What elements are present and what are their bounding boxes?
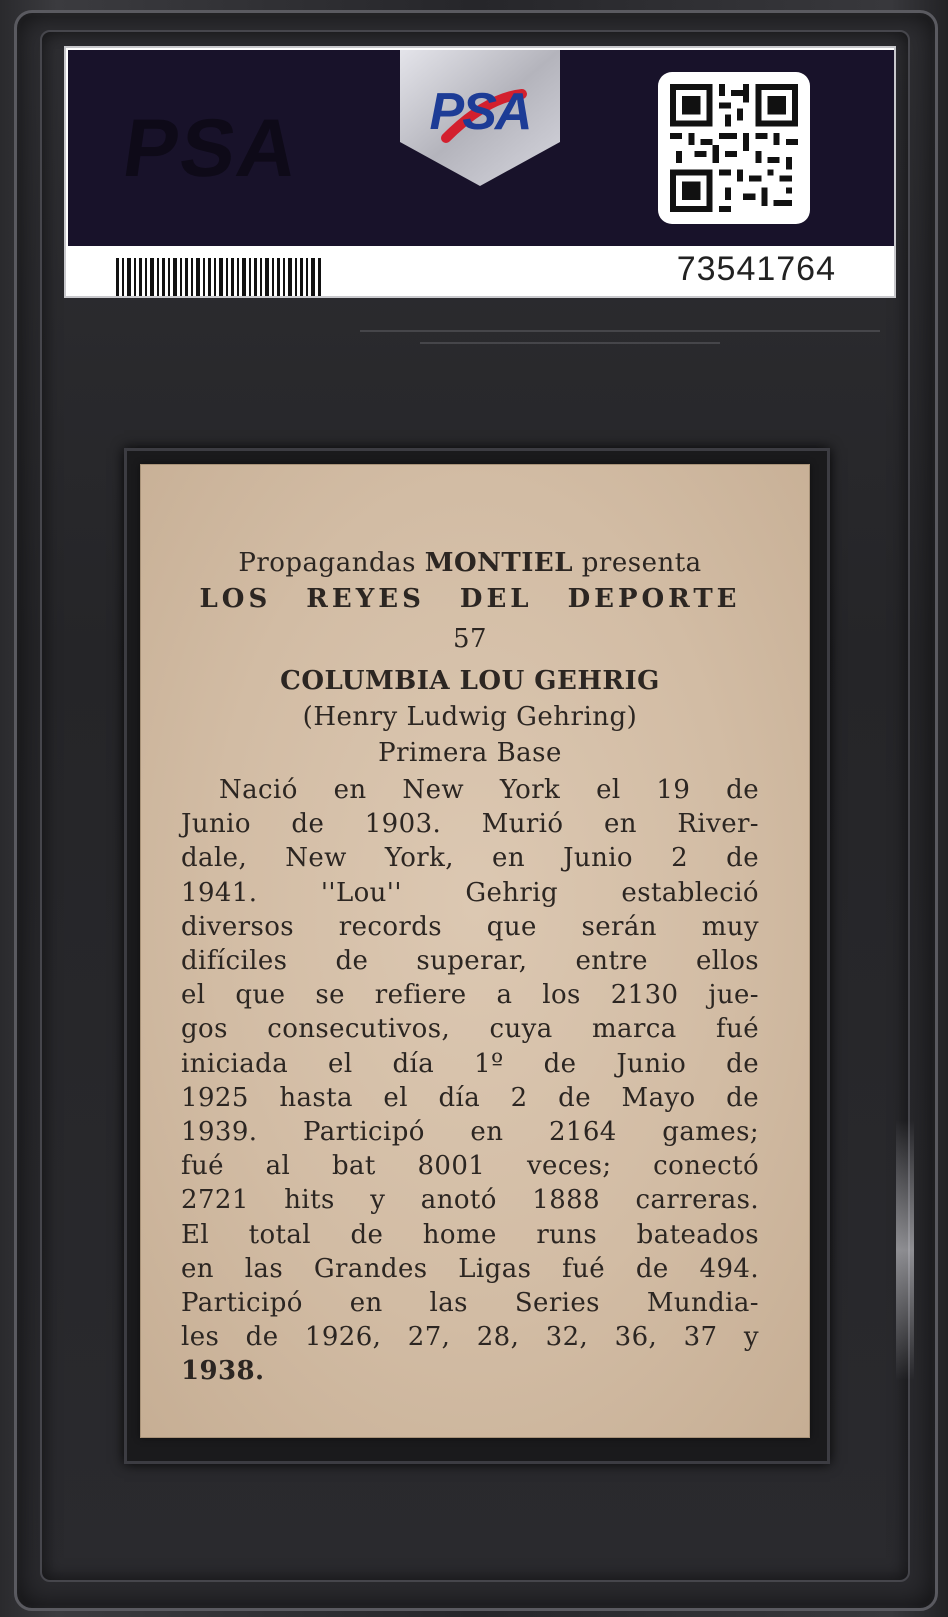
bio-line: difíciles de superar, entre ellos	[181, 946, 759, 977]
qr-code-icon[interactable]	[658, 72, 810, 224]
card-header-line	[181, 545, 759, 581]
bio-line: Nació en New York el 19 de	[219, 775, 759, 805]
label-header	[68, 50, 894, 246]
header-brand: MONTIEL	[424, 548, 574, 578]
bio-line: Junio de 1903. Murió en River-	[181, 809, 759, 840]
barcode-icon	[116, 258, 326, 296]
series-title: LOS REYES DEL DEPORTE	[199, 584, 741, 614]
header-prefix: Propagandas	[238, 548, 425, 578]
bio-line: 2721 hits y anotó 1888 carreras.	[181, 1185, 759, 1216]
bio-line: 1939. Participó en 2164 games;	[181, 1117, 759, 1148]
slab-scratch	[420, 342, 720, 344]
bio-line: gos consecutivos, cuya marca fué	[181, 1014, 759, 1045]
label-footer	[68, 248, 894, 294]
player-name: COLUMBIA LOU GEHRIG	[280, 666, 660, 696]
bio-line: el que se refiere a los 2130 jue-	[181, 980, 759, 1011]
psa-logo-text: PSA	[429, 83, 531, 141]
bio-line: iniciada el día 1º de Junio de	[181, 1048, 759, 1079]
player-position: Primera Base	[378, 738, 562, 768]
card-text-block	[181, 545, 759, 1389]
bio-line: dale, New York, en Junio 2 de	[181, 843, 759, 874]
psa-label	[64, 46, 896, 298]
bio-line: en las Grandes Ligas fué de 494.	[181, 1253, 759, 1284]
psa-watermark-logo: PSA	[117, 103, 306, 194]
card-number: 57	[452, 624, 488, 654]
bio-line: fué al bat 8001 veces; conectó	[181, 1151, 759, 1182]
bio-line: El total de home runs bateados	[181, 1219, 759, 1250]
player-full-name: (Henry Ludwig Gehring)	[302, 702, 638, 732]
slab-glare	[896, 1120, 914, 1380]
bio-line: Participó en las Series Mundia-	[181, 1288, 759, 1319]
bio-line: 1938.	[181, 1356, 265, 1387]
bio-line: 1925 hasta el día 2 de Mayo de	[181, 1082, 759, 1113]
baseball-card-back	[140, 464, 810, 1438]
cert-number: 73541764	[676, 250, 836, 288]
bio-line: 1941. ''Lou'' Gehrig estableció	[181, 877, 759, 908]
slab-scratch	[360, 330, 880, 332]
header-suffix: presenta	[573, 548, 702, 578]
bio-line: les de 1926, 27, 28, 32, 36, 37 y	[181, 1322, 759, 1353]
player-bio	[181, 773, 759, 1389]
bio-line: diversos records que serán muy	[181, 911, 759, 942]
